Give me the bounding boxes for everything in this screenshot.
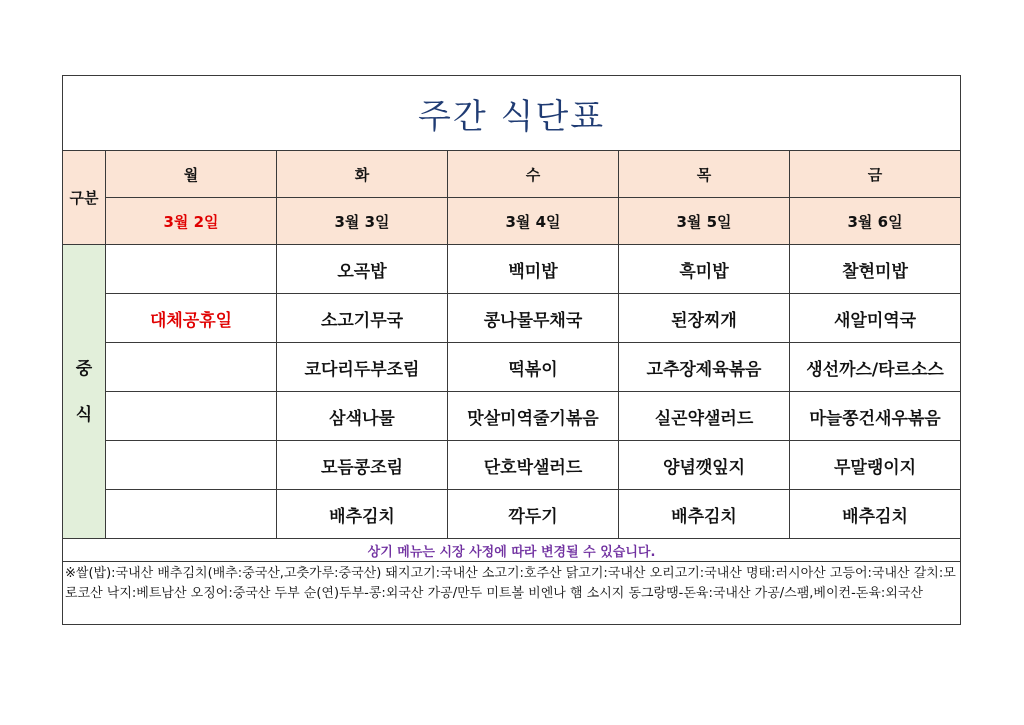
menu-cell-tue-4: 삼색나물 [277, 392, 448, 441]
category-label: 구분 [63, 151, 106, 245]
meal-label-bottom: 식 [75, 404, 93, 425]
menu-cell-tue-3: 코다리두부조림 [277, 343, 448, 392]
menu-cell-wed-5: 단호박샐러드 [448, 441, 619, 490]
menu-cell-wed-2: 콩나물무채국 [448, 294, 619, 343]
menu-cell-wed-4: 맛살미역줄기볶음 [448, 392, 619, 441]
menu-cell-mon-1 [106, 245, 277, 294]
menu-cell-mon-5 [106, 441, 277, 490]
menu-cell-tue-5: 모듬콩조림 [277, 441, 448, 490]
page-title: 주간 식단표 [63, 76, 961, 151]
menu-cell-fri-1: 찰현미밥 [790, 245, 961, 294]
meal-type-label [63, 245, 106, 539]
menu-change-notice: 상기 메뉴는 시장 사정에 따라 변경될 수 있습니다. [63, 539, 961, 562]
menu-cell-fri-2: 새알미역국 [790, 294, 961, 343]
menu-cell-fri-3: 생선까스/타르소스 [790, 343, 961, 392]
date-thu: 3월 5일 [619, 198, 790, 245]
menu-cell-thu-4: 실곤약샐러드 [619, 392, 790, 441]
menu-cell-mon-4 [106, 392, 277, 441]
menu-cell-thu-3: 고추장제육볶음 [619, 343, 790, 392]
menu-cell-wed-6: 깍두기 [448, 490, 619, 539]
menu-cell-tue-6: 배추김치 [277, 490, 448, 539]
date-fri: 3월 6일 [790, 198, 961, 245]
menu-cell-wed-3: 떡볶이 [448, 343, 619, 392]
day-header-tue: 화 [277, 151, 448, 198]
holiday-label: 대체공휴일 [106, 294, 277, 343]
menu-cell-wed-1: 백미밥 [448, 245, 619, 294]
menu-cell-mon-3 [106, 343, 277, 392]
weekly-menu-sheet [62, 75, 960, 625]
weekly-menu-table [62, 75, 961, 625]
menu-cell-fri-6: 배추김치 [790, 490, 961, 539]
date-wed: 3월 4일 [448, 198, 619, 245]
menu-cell-thu-5: 양념깻잎지 [619, 441, 790, 490]
date-tue: 3월 3일 [277, 198, 448, 245]
menu-cell-thu-2: 된장찌개 [619, 294, 790, 343]
date-mon: 3월 2일 [106, 198, 277, 245]
menu-cell-mon-6 [106, 490, 277, 539]
day-header-thu: 목 [619, 151, 790, 198]
menu-cell-tue-2: 소고기무국 [277, 294, 448, 343]
menu-cell-fri-4: 마늘쫑건새우볶음 [790, 392, 961, 441]
day-header-fri: 금 [790, 151, 961, 198]
day-header-mon: 월 [106, 151, 277, 198]
origin-info: ※쌀(밥):국내산 배추김치(배추:중국산,고춧가루:중국산) 돼지고기:국내산 소고기:호주산 닭고기:국내산 오리고기:국내산 명태:러시아산 고등어:국내산 갈치:모로코산 낙지:베트남산 오징어:중국산 두부 순(연)두부-콩:외국산 가공/만두 미트볼 비엔나 햄 소시지 동그랑땡-돈육:국내산 가공/스팸,베이컨-돈육:외국산 [63, 562, 961, 625]
day-header-wed: 수 [448, 151, 619, 198]
menu-cell-thu-6: 배추김치 [619, 490, 790, 539]
menu-cell-thu-1: 흑미밥 [619, 245, 790, 294]
menu-cell-tue-1: 오곡밥 [277, 245, 448, 294]
menu-cell-fri-5: 무말랭이지 [790, 441, 961, 490]
meal-label-top: 중 [75, 358, 93, 379]
